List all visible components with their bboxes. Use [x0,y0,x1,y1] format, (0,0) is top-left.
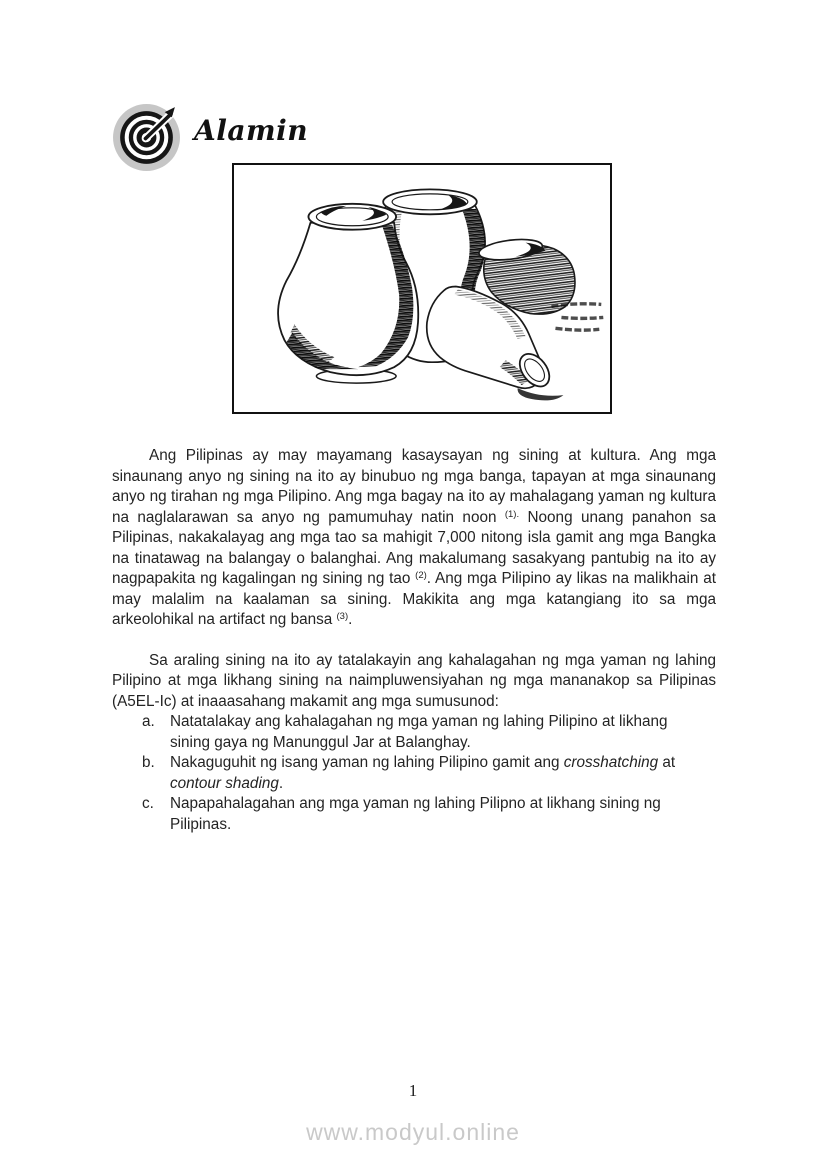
objective-item-c [112,794,716,835]
intro-text: . [348,611,353,628]
target-icon [111,102,182,173]
footnote-ref-3: (3) [336,611,349,622]
list-marker-b: b. [142,754,155,771]
footnote-ref-1: (1). [504,508,520,520]
objective-text-c: Napapahalagahan ang mga yaman ng lahing Pilipno at likhang sining ng Pilipinas. [170,795,661,833]
objective-b-term-crosshatching: crosshatching [563,754,659,771]
objective-text-b [170,753,710,794]
pottery-sketch-figure [232,163,612,414]
list-marker-c: c. [142,795,154,812]
objectives-lead-paragraph: Sa araling sining na ito ay tatalakayin ang kahalagahan ng mga yaman ng lahing Pilipino at mga likhang sining na naimpluwensiyahan ng mga mananakop sa Pilipinas (A5EL-Ic) at inaaasahang makamit ang mga sumusunod: [112,651,716,710]
footnote-ref-2: (2) [415,570,427,581]
body-text [112,446,716,835]
objective-item-a [112,712,716,753]
intro-text: Ang Pilipinas ay may mayamang kasaysayan ng sining at kultura. Ang mga sinaunang anyo ng sining na ito ay binubuo ng mga banga, tapayan at mga sinaunang anyo ng tirahan ng mga Pilipino. Ang mga bagay na ito ay mahalagang yaman ng kultura na naglalarawan sa anyo ng pamumuhay natin noon [112,447,716,526]
objective-b-mid: at [658,754,676,771]
objective-b-pre: Nakaguguhit ng isang yaman ng lahing Pilipino gamit ang [170,754,564,771]
intro-text: . Ang mga Pilipino ay likas na malikhain at may malalim na kaalaman sa sining. Makikita ang mga katangiang ito sa mga arkeolohikal na artifact ng bansa [112,570,716,628]
objective-item-b [112,753,716,794]
intro-text: Noong unang panahon sa Pilipinas, nakakalayag ang mga tao sa mahigit 7,000 nitong isla gamit ang mga Bangka na tinatawag na balangay o balanghai. Ang makalumang sasakyang pantubig na ito ay nagpapakita ng kagalingan ng sining ng tao [112,508,716,587]
watermark: www.modyul.online [306,1119,520,1145]
page-number: 1 [408,1081,418,1100]
intro-paragraph [112,446,716,631]
list-marker-a: a. [142,713,155,730]
page-title: Alamin [194,114,309,147]
objectives-list [112,712,716,835]
objective-b-term-contour-shading: contour shading [170,774,279,792]
objective-text-a: Natatalakay ang kahalagahan ng mga yaman ng lahing Pilipino at likhang sining gaya ng Manunggul Jar at Balanghay. [170,713,668,751]
objective-b-post: . [278,774,284,792]
